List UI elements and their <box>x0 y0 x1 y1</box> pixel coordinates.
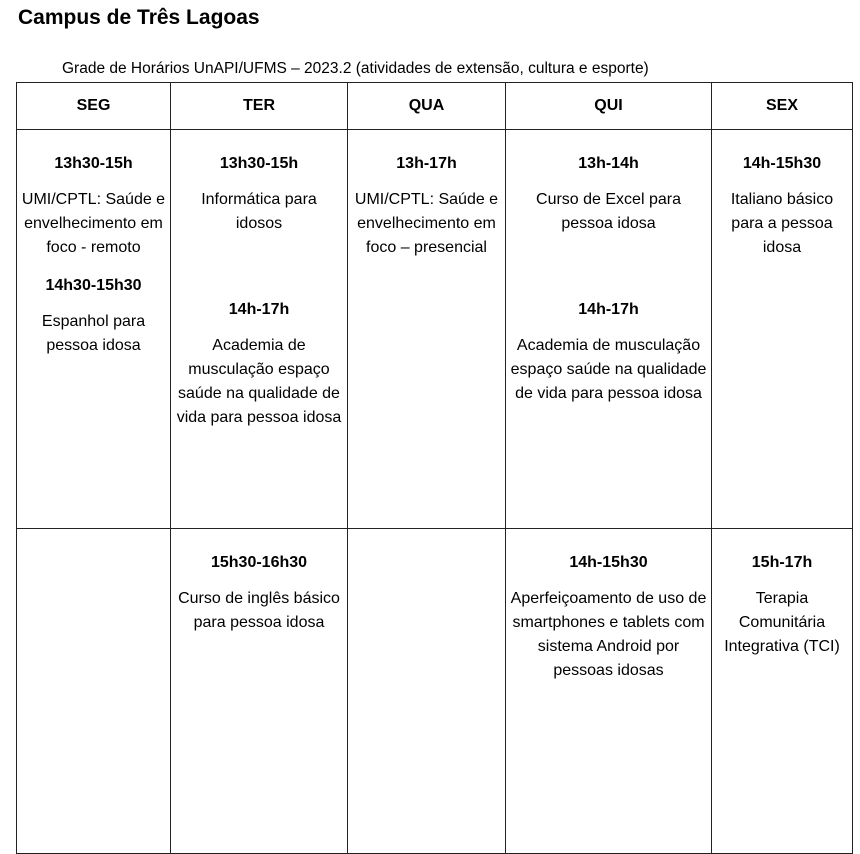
slot-activity: Espanhol para pessoa idosa <box>41 313 146 354</box>
slot-activity: UMI/CPTL: Saúde e envelhecimento em foco - remoto <box>21 191 166 256</box>
cell-qui-row1 <box>506 130 712 529</box>
schedule-table <box>16 82 853 854</box>
slot-time: 14h-17h <box>228 301 290 318</box>
slot-activity: Academia de musculação espaço saúde na qualidade de vida para pessoa idosa <box>176 337 342 426</box>
cell-sex-row1 <box>712 130 853 529</box>
campus-title: Campus de Três Lagoas <box>18 6 260 29</box>
schedule-row-1 <box>17 130 853 529</box>
day-header-ter: TER <box>171 83 348 130</box>
slot-time: 14h-17h <box>578 301 639 318</box>
slot-time: 15h30-16h30 <box>210 554 308 571</box>
slot-time: 15h-17h <box>751 554 813 571</box>
slot-activity: Italiano básico para a pessoa idosa <box>730 191 834 256</box>
slot-activity: Aperfeiçoamento de uso de smartphones e tablets com sistema Android por pessoas idosas <box>510 590 707 679</box>
schedule-row-2 <box>17 529 853 854</box>
slot-time: 14h-15h30 <box>742 155 822 172</box>
slot-time: 13h-17h <box>396 155 457 172</box>
slot-time: 14h-15h30 <box>569 554 648 571</box>
cell-ter-row1 <box>171 130 348 529</box>
slot-activity: Terapia Comunitária Integrativa (TCI) <box>724 590 840 655</box>
slot-activity: Curso de Excel para pessoa idosa <box>536 191 681 232</box>
slot-activity: Informática para idosos <box>201 191 317 232</box>
slot-activity: Curso de inglês básico para pessoa idosa <box>178 590 340 631</box>
cell-qui-row2 <box>506 529 712 854</box>
slot-time: 13h-14h <box>578 155 639 172</box>
slot-activity: Academia de musculação espaço saúde na qualidade de vida para pessoa idosa <box>510 337 707 402</box>
cell-qua-row1 <box>348 130 506 529</box>
cell-ter-row2 <box>171 529 348 854</box>
cell-seg-row2 <box>17 529 171 854</box>
slot-time: 13h30-15h <box>219 155 299 172</box>
slot-activity: UMI/CPTL: Saúde e envelhecimento em foco – presencial <box>354 191 499 256</box>
day-header-qui: QUI <box>506 83 712 130</box>
day-header-qua: QUA <box>348 83 506 130</box>
day-header-seg: SEG <box>17 83 171 130</box>
slot-time: 14h30-15h30 <box>45 277 142 294</box>
schedule-subtitle: Grade de Horários UnAPI/UFMS – 2023.2 (atividades de extensão, cultura e esporte) <box>62 60 649 77</box>
cell-seg-row1 <box>17 130 171 529</box>
header-row <box>17 83 853 130</box>
day-header-sex: SEX <box>712 83 853 130</box>
cell-qua-row2 <box>348 529 506 854</box>
slot-time: 13h30-15h <box>54 155 133 172</box>
cell-sex-row2 <box>712 529 853 854</box>
